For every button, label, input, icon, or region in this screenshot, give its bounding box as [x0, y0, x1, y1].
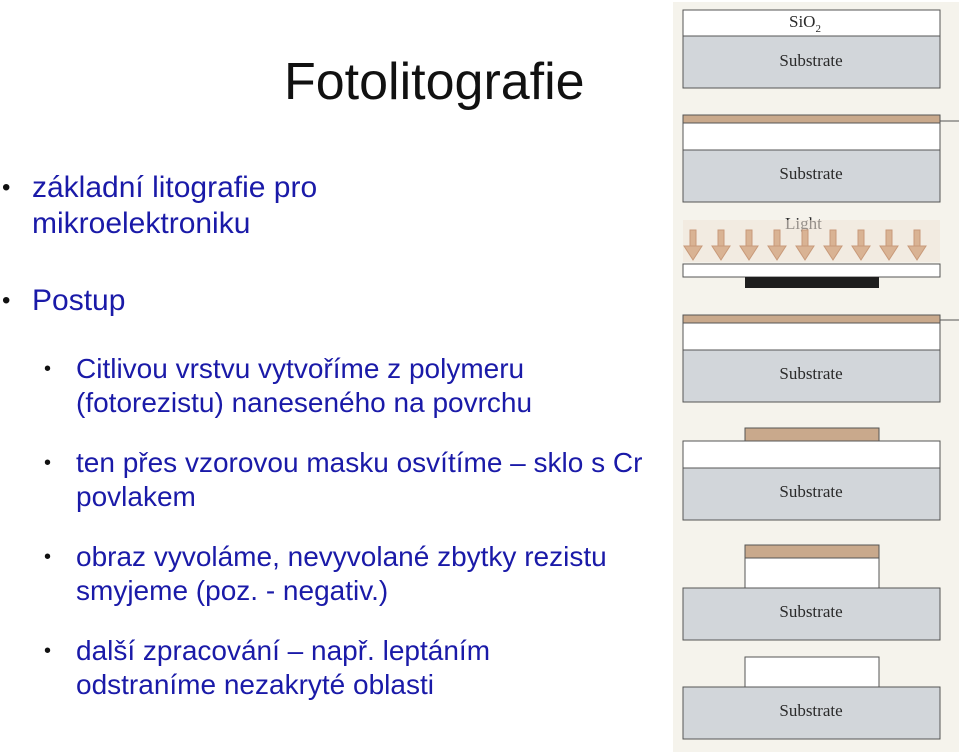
substrate-label: Substrate [779, 701, 843, 720]
resist-pattern [745, 545, 879, 558]
sio2-label: SiO$_2$ [789, 12, 821, 35]
bullet-dot-icon: • [44, 358, 52, 380]
bullet-dot-icon: • [2, 174, 11, 201]
bullet-text: Citlivou vrstvu vytvoříme z polymeru (fotorezistu) naneseného na povrchu [76, 353, 533, 418]
step-resist-coat [683, 115, 959, 202]
substrate-label: Substrate [779, 482, 843, 501]
step-oxide [683, 10, 940, 88]
bullet-text: Postup [32, 284, 126, 317]
sio2-pattern [745, 657, 879, 687]
photolithography-diagram [673, 2, 959, 752]
bullet-dot-icon: • [44, 640, 52, 662]
substrate-label: Substrate [779, 602, 843, 621]
mask-glass [683, 264, 940, 277]
light-arrows-icon [684, 230, 926, 260]
resist-layer [683, 115, 940, 123]
bullet-text: ten přes vzorovou masku osvítíme – sklo s Cr povlakem [76, 447, 643, 512]
chrome-mask [745, 277, 879, 288]
sio2-layer [683, 323, 940, 350]
bullet-text: základní litografie pro mikroelektroniku [32, 171, 318, 240]
bullet-text: obraz vyvoláme, nevyvolané zbytky rezistu smyjeme (poz. - negativ.) [76, 541, 607, 606]
substrate-label: Substrate [779, 164, 843, 183]
sio2-layer [683, 123, 940, 150]
substrate-label: Substrate [779, 51, 843, 70]
slide-title: Fotolitografie [284, 53, 585, 111]
bullet-dot-icon: • [2, 287, 11, 314]
bullet-text: další zpracování – např. leptáním odstraníme nezakryté oblasti [76, 635, 491, 700]
step-etched [683, 545, 940, 640]
resist-layer [683, 315, 940, 323]
bullet-dot-icon: • [44, 546, 52, 568]
sio2-layer [683, 441, 940, 468]
step-exposed-stack [683, 315, 959, 402]
step-exposure [683, 214, 940, 288]
step-stripped [683, 657, 940, 739]
resist-pattern [745, 428, 879, 441]
sio2-pattern [745, 558, 879, 588]
step-developed [683, 428, 940, 520]
bullet-dot-icon: • [44, 452, 52, 474]
substrate-label: Substrate [779, 364, 843, 383]
